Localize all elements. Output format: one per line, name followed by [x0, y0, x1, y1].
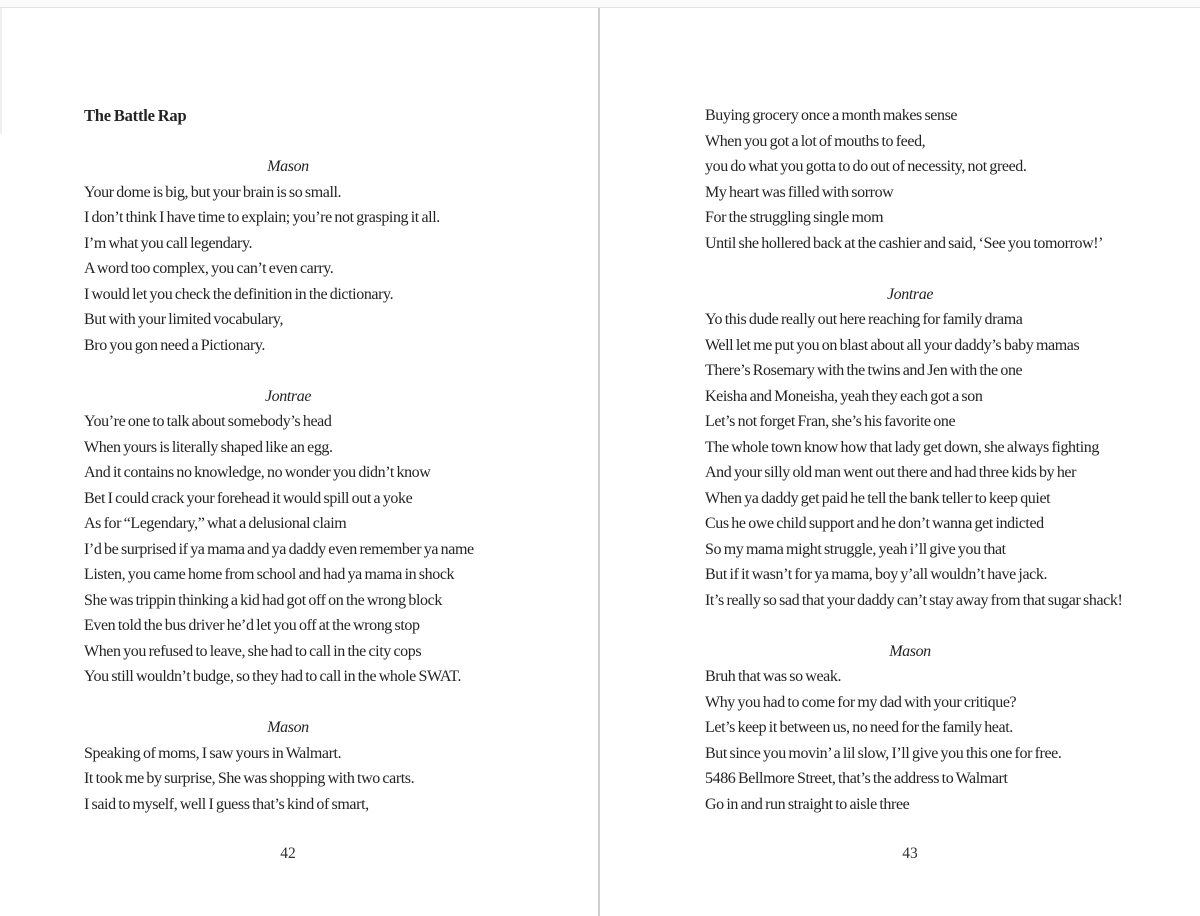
verse-line: So my mama might struggle, yeah i’ll give you that — [705, 540, 1006, 558]
speaker-heading: Mason — [267, 719, 309, 736]
speaker-heading: Mason — [267, 158, 309, 175]
page-corner-edge — [0, 8, 2, 134]
page-top-edge — [0, 7, 1200, 8]
verse-line: Cus he owe child support and he don’t wanna get indicted — [705, 515, 1044, 532]
verse-line: And your silly old man went out there and had three kids by her — [705, 464, 1077, 481]
speaker-heading: Mason — [889, 642, 931, 660]
verse-line: Until she hollered back at the cashier and said, ‘See you tomorrow!’ — [705, 234, 1104, 252]
page-number: 43 — [902, 845, 918, 862]
verse-line: She was trippin thinking a kid had got off on the wrong block — [84, 591, 442, 609]
verse-line: The whole town know how that lady get down, she always fighting — [705, 438, 1099, 456]
verse-line: Why you had to come for my dad with your critique? — [705, 693, 1017, 711]
verse-line: But since you movin’ a lil slow, I’ll give you this one for free. — [705, 744, 1062, 762]
verse-block — [705, 639, 1115, 818]
verse-line: Well let me put you on blast about all your daddy’s baby mamas — [705, 336, 1080, 354]
verse-line: I would let you check the definition in the dictionary. — [84, 285, 394, 303]
verse-line: Even told the bus driver he’d let you off at the wrong stop — [84, 617, 420, 634]
verse-line: I’d be surprised if ya mama and ya daddy even remember ya name — [84, 540, 474, 558]
verse-line: Bro you gon need a Pictionary. — [84, 336, 266, 354]
verse-line: 5486 Bellmore Street, that’s the address to Walmart — [705, 770, 1008, 787]
verse-line: But if it wasn’t for ya mama, boy y’all wouldn’t have jack. — [705, 566, 1048, 583]
verse-line: It’s really so sad that your daddy can’t stay away from that sugar shack! — [705, 591, 1123, 609]
verse-line: When you got a lot of mouths to feed, — [705, 132, 926, 150]
verse-block — [84, 154, 492, 358]
verse-line: You’re one to talk about somebody’s head — [84, 413, 332, 430]
page-right — [600, 0, 1200, 916]
page-number: 42 — [280, 845, 296, 862]
page-content — [705, 103, 1123, 817]
verse-line: You still wouldn’t budge, so they had to call in the whole SWAT. — [84, 668, 462, 685]
verse-line: Speaking of moms, I saw yours in Walmart. — [84, 744, 342, 762]
verse-line: Listen, you came home from school and had ya mama in shock — [84, 566, 455, 583]
verse-line: I don’t think I have time to explain; you’re not grasping it all. — [84, 209, 440, 226]
verse-line: you do what you gotta to do out of necessity, not greed. — [705, 158, 1027, 175]
page-content — [84, 103, 492, 817]
verse-block — [705, 103, 1115, 256]
verse-line: When you refused to leave, she had to call in the city cops — [84, 642, 422, 660]
verse-block — [84, 715, 492, 817]
verse-line: Keisha and Moneisha, yeah they each got a son — [705, 387, 983, 405]
verse-line: A word too complex, you can’t even carry. — [84, 260, 334, 277]
verse-line: Let’s keep it between us, no need for the family heat. — [705, 719, 1013, 736]
verse-line: But with your limited vocabulary, — [84, 311, 284, 328]
verse-line: Bruh that was so weak. — [705, 668, 842, 685]
speaker-heading: Jontrae — [264, 387, 312, 405]
verse-line: Go in and run straight to aisle three — [705, 795, 910, 813]
verse-line: Yo this dude really out here reaching for family drama — [705, 311, 1023, 328]
page-left — [0, 0, 598, 916]
verse-line: When yours is literally shaped like an egg. — [84, 438, 333, 456]
verse-line: It took me by surprise, She was shopping with two carts. — [84, 770, 415, 787]
verse-line: There’s Rosemary with the twins and Jen with the one — [705, 362, 1023, 379]
verse-line: As for “Legendary,” what a delusional claim — [84, 515, 347, 532]
verse-line: For the struggling single mom — [705, 209, 884, 226]
chapter-title: The Battle Rap — [84, 106, 187, 125]
verse-line: Bet I could crack your forehead it would spill out a yoke — [84, 489, 413, 507]
verse-line: Your dome is big, but your brain is so small. — [84, 183, 342, 201]
verse-block — [84, 384, 492, 690]
verse-line: I said to myself, well I guess that’s kind of smart, — [84, 795, 369, 813]
speaker-heading: Jontrae — [886, 285, 934, 303]
verse-line: Buying grocery once a month makes sense — [705, 107, 958, 124]
verse-line: I’m what you call legendary. — [84, 234, 253, 252]
verse-line: When ya daddy get paid he tell the bank teller to keep quiet — [705, 489, 1051, 507]
verse-block — [705, 282, 1123, 614]
verse-line: My heart was filled with sorrow — [705, 183, 894, 201]
verse-line: And it contains no knowledge, no wonder you didn’t know — [84, 464, 431, 481]
page-top-strip — [0, 0, 1200, 7]
verse-line: Let’s not forget Fran, she’s his favorite one — [705, 413, 956, 430]
